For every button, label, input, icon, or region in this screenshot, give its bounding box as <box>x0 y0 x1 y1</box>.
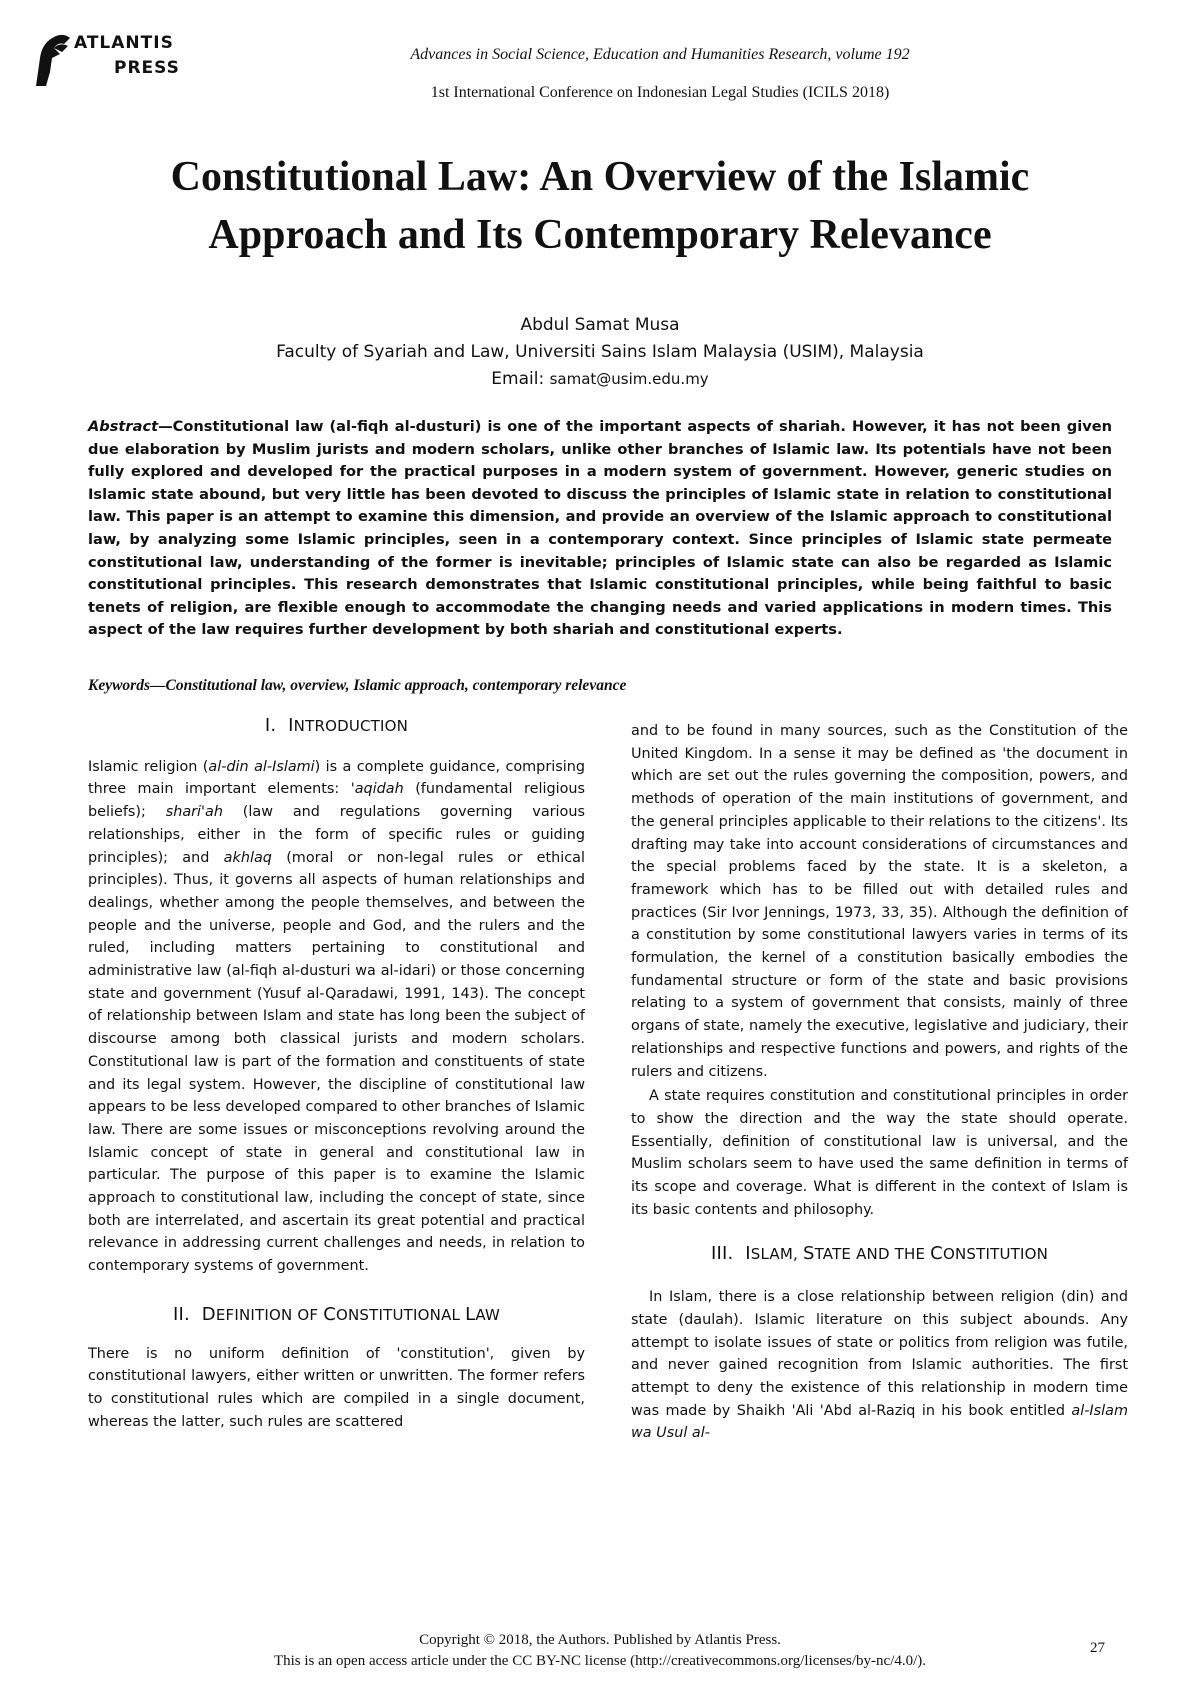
abstract-label: Abstract <box>88 418 159 435</box>
definition-paragraph-2: A state requires constitution and constitutional principles in order to show the direction and the way the state should operate. Essentially, definition of constitutional law is universal, and the Muslim scholars seem to have used the same definition in terms of its scope and coverage. What is different in the context of Islam is its basic contents and philosophy. <box>631 1088 1128 1218</box>
atlantis-logo-icon <box>30 28 78 88</box>
intro-paragraph: Islamic religion (al-din al-Islami) is a complete guidance, comprising three main important elements: 'aqidah (fundamental religious beliefs); shari'ah (law and regulations governing various relationships, either in the form of specific rules or guiding principles); and akhlaq (moral or non-legal rules or ethical principles). Thus, it governs all aspects of human relationships and dealings, whether among the people themselves, and between the people and the universe, people and God, and the rulers and the ruled, including matters pertaining to constitutional and administrative law (al-fiqh al-dusturi wa al-idari) or those concerning state and government (Yusuf al-Qaradawi, 1991, 143). The concept of relationship between Islam and state has long been the subject of discourse among both classical jurists and modern scholars. Constitutional law is part of the formation and constituents of state and its legal system. However, the discipline of constitutional law appears to be less developed compared to other branches of Islamic law. There are some issues or misconceptions revolving around the Islamic concept of state in general and constitutional law in particular. The purpose of this paper is to examine the Islamic approach to constitutional law, including the concept of state, since both are interrelated, and ascertain its great potential and practical relevance in addressing current challenges and needs, in relation to contemporary systems of government. <box>88 758 586 1275</box>
publisher-logo <box>30 28 180 88</box>
keywords-text: —Constitutional law, overview, Islamic approach, contemporary relevance <box>150 677 627 694</box>
footer-copyright: Copyright © 2018, the Authors. Published by Atlantis Press. <box>419 1632 781 1648</box>
page-number: 27 <box>1090 1640 1105 1656</box>
abstract <box>88 416 1112 642</box>
islam-state-paragraph: In Islam, there is a close relationship between religion (din) and state (daulah). Islamic literature on this subject abounds. Any attempt to isolate issues of state or politics from religion was futile, and never gained recognition from Islamic authorities. The first attempt to deny the existence of this relationship in modern time was made by Shaikh 'Ali 'Abd al-Raziq in his book entitled al-Islam wa Usul al- <box>631 1289 1128 1442</box>
logo-text-line1: ATLANTIS <box>74 33 174 53</box>
logo-text-line2: PRESS <box>114 58 180 78</box>
keywords-label: Keywords <box>88 677 150 694</box>
title-line-2: Approach and Its Contemporary Relevance <box>208 212 992 258</box>
footer-license: This is an open access article under the CC BY-NC license (http://creativecommons.org/licenses/by-nc/4.0/). <box>273 1653 927 1669</box>
author-email[interactable]: samat@usim.edu.my <box>549 370 709 388</box>
section-heading-definition: II. DEFINITION OF CONSTITUTIONAL LAW <box>173 1303 500 1325</box>
paper-title <box>60 148 1140 264</box>
email-label: Email: <box>491 369 545 389</box>
author-email-line <box>150 366 1050 393</box>
keywords <box>88 677 1112 695</box>
page-footer <box>150 1630 1050 1672</box>
section-heading-islam-state: III. ISLAM, STATE AND THE CONSTITUTION <box>710 1243 1049 1265</box>
author-block <box>150 312 1050 393</box>
title-line-1: Constitutional Law: An Overview of the Islamic <box>170 154 1030 200</box>
right-column <box>631 720 1128 1445</box>
running-header-conference: 1st International Conference on Indonesian Legal Studies (ICILS 2018) <box>430 84 890 101</box>
definition-paragraph-1-continued: and to be found in many sources, such as the Constitution of the United Kingdom. In a sense it may be defined as 'the document in which are set out the rules governing the composition, powers, and methods of operation of the main institutions of government, and the general principles applicable to their relations to the citizens'. Its drafting may take into account considerations of circumstances and the special problems faced by the state. It is a skeleton, a framework which has to be filled out with detailed rules and practices (Sir Ivor Jennings, 1973, 33, 35). Although the definition of a constitution by some constitutional lawyers varies in terms of its formulation, the kernel of a constitution basically embodies the fundamental structure or form of the state and basic provisions relating to a system of government that consists, mainly of three organs of state, namely the executive, legislative and judiciary, their relationships and respective functions and powers, and rights of the rulers and citizens. <box>631 723 1128 1080</box>
running-header-series: Advances in Social Science, Education and Humanities Research, volume 192 <box>410 46 910 63</box>
definition-paragraph-1-start: There is no uniform definition of 'constitution', given by constitutional lawyers, either written or unwritten. The former refers to constitutional rules which are compiled in a single document, whereas the latter, such rules are scattered <box>88 1345 585 1430</box>
author-name: Abdul Samat Musa <box>520 315 680 335</box>
author-affiliation: Faculty of Syariah and Law, Universiti Sains Islam Malaysia (USIM), Malaysia <box>276 342 924 362</box>
abstract-text: —Constitutional law (al-fiqh al-dusturi) is one of the important aspects of shariah. However, it has not been given due elaboration by Muslim jurists and modern scholars, unlike other branches of Islamic law. Its potentials have not been fully explored and developed for the practical purposes in a modern system of government. However, generic studies on Islamic state abound, but very little has been devoted to discuss the principles of Islamic state in relation to constitutional law. This paper is an attempt to examine this dimension, and provide an overview of the Islamic approach to constitutional law, by analyzing some Islamic principles, seen in a contemporary context. Since principles of Islamic state permeate constitutional law, understanding of the former is inevitable; principles of Islamic state can also be regarded as Islamic constitutional principles. This research demonstrates that Islamic constitutional principles, while being faithful to basic tenets of religion, are flexible enough to accommodate the changing needs and varied applications in modern times. This aspect of the law requires further development by both shariah and constitutional experts. <box>88 418 1112 639</box>
section-heading-introduction: I. INTRODUCTION <box>264 715 409 736</box>
left-column <box>88 715 585 1433</box>
